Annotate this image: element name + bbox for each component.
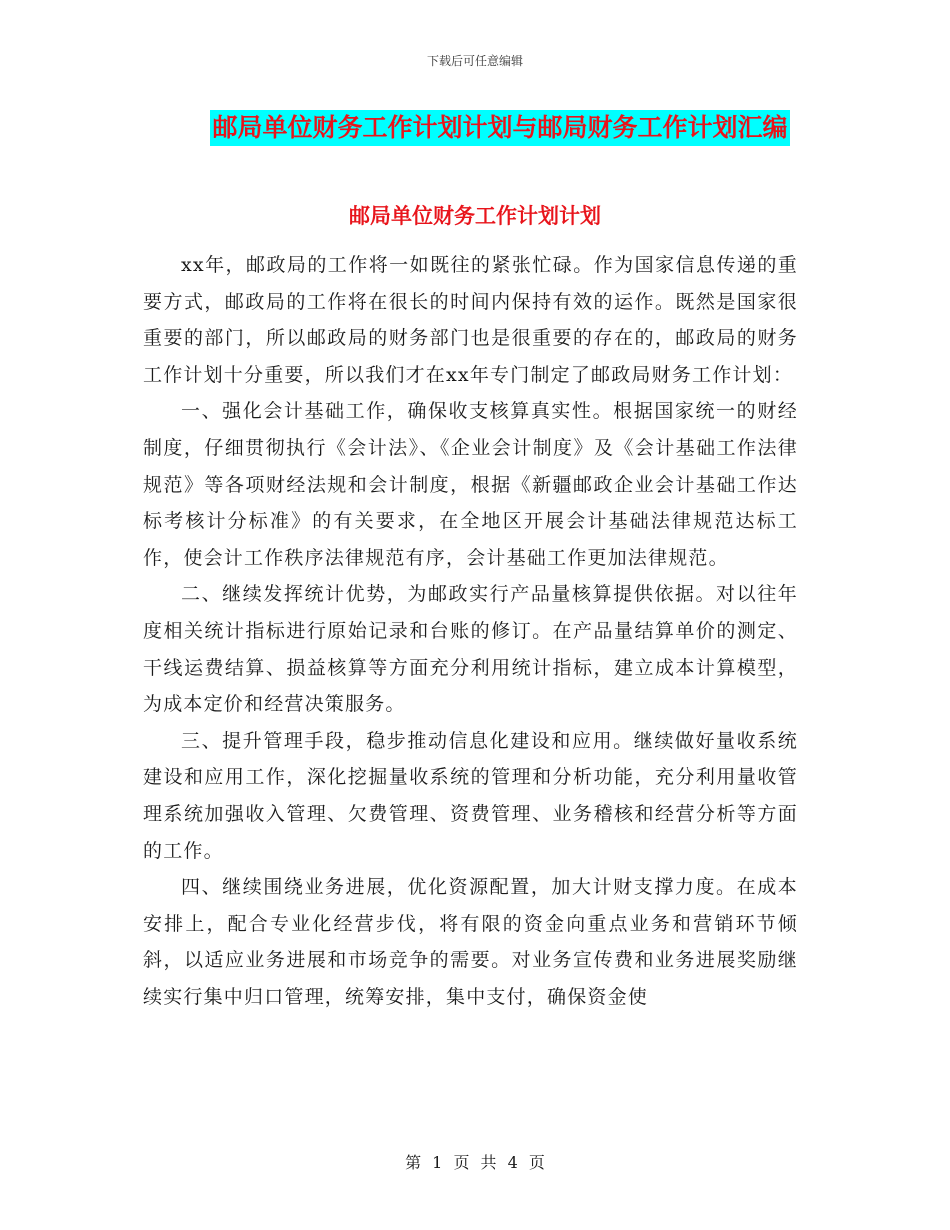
paragraph-item-1: 一、强化会计基础工作，确保收支核算真实性。根据国家统一的财经制度，仔细贯彻执行《会计法》、《企业会计制度》及《会计基础工作法律规范》等各项财经法规和会计制度，根据《新疆邮政企业会计基础工作达标考核计分标准》的有关要求，在全地区开展会计基础法律规范达标工作，使会计工作秩序法律规范有序，会计基础工作更加法律规范。 bbox=[143, 400, 798, 569]
document-body bbox=[143, 247, 798, 1015]
main-title-container bbox=[0, 110, 950, 146]
paragraph-item-2: 二、继续发挥统计优势，为邮政实行产品量核算提供依据。对以往年度相关统计指标进行原始记录和台账的修订。在产品量结算单价的测定、干线运费结算、损益核算等方面充分利用统计指标，建立成本计算模型，为成本定价和经营决策服务。 bbox=[143, 583, 798, 716]
paragraph-item-3: 三、提升管理手段，稳步推动信息化建设和应用。继续做好量收系统建设和应用工作，深化挖掘量收系统的管理和分析功能，充分利用量收管理系统加强收入管理、欠费管理、资费管理、业务稽核和经营分析等方面的工作。 bbox=[143, 729, 798, 862]
page-header-note: 下载后可任意编辑 bbox=[426, 54, 523, 68]
paragraph-item-4: 四、继续围绕业务进展，优化资源配置，加大计财支撑力度。在成本安排上，配合专业化经营步伐，将有限的资金向重点业务和营销环节倾斜，以适应业务进展和市场竞争的需要。对业务宣传费和业务进展奖励继续实行集中归口管理，统筹安排，集中支付，确保资金使 bbox=[143, 876, 798, 1008]
page-number-footer: 第 1 页 共 4 页 bbox=[405, 1153, 545, 1172]
paragraph-intro: xx年，邮政局的工作将一如既往的紧张忙碌。作为国家信息传递的重要方式，邮政局的工作将在很长的时间内保持有效的运作。既然是国家很重要的部门，所以邮政局的财务部门也是很重要的存在的，邮政局的财务工作计划十分重要，所以我们才在xx年专门制定了邮政局财务工作计划： bbox=[143, 254, 798, 386]
section-title: 邮局单位财务工作计划计划 bbox=[349, 204, 601, 228]
document-main-title: 邮局单位财务工作计划计划与邮局财务工作计划汇编 bbox=[210, 110, 789, 146]
